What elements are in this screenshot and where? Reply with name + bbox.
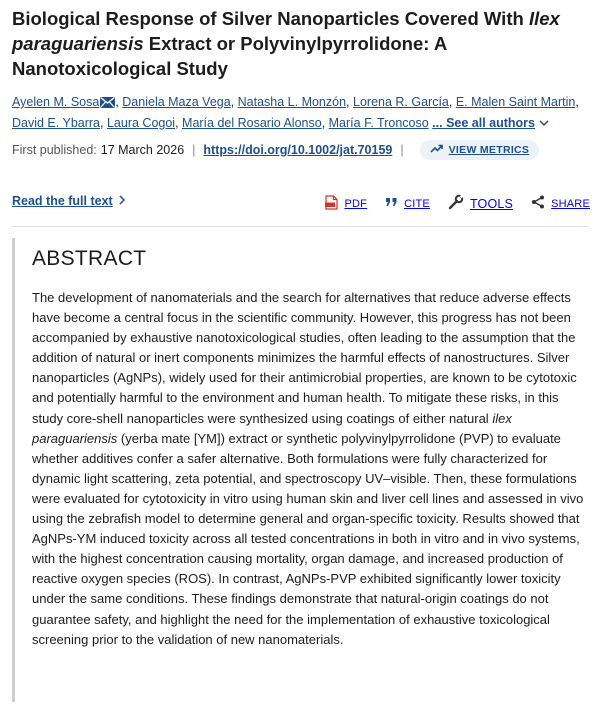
author-link[interactable]: Lorena R. García <box>353 95 449 109</box>
author-link[interactable]: Ayelen M. Sosa <box>12 95 100 109</box>
separator: | <box>192 143 196 157</box>
trend-up-icon <box>430 144 449 156</box>
divider <box>12 226 588 227</box>
abstract-text: The development of nanomaterials and the search for alternatives that reduce adverse effects have become a central focus in the scientific community. However, this progress has not been accompanied by exhaustive nanotoxicological studies, often leading to the assumption that the addition of natural or inert components minimizes the harmful effects of nanostructures. Silver nanoparticles (AgNPs), widely used for their antimicrobial properties, are known to be cytotoxic and potentially harmful to the environment and human health. To mitigate these risks, in this study core-shell nanoparticles were synthesized using coatings of either natural ilex paraguariensis (yerba mate [YM]) extract or synthetic polyvinylpyrrolidone (PVP) to evaluate whether additives confer a safer alternative. Both formulations were fully characterized for dynamic light scattering, zeta potential, and spectroscopy UV–visible. Then, these formulations were evaluated for cytotoxicity in vitro using human skin and liver cell lines and assessed in vivo using the zebrafish model to determine general and organ-specific toxicity. Results showed that AgNPs-YM induced toxicity across all tested concentrations in both in vitro and in vivo systems, with the highest concentration causing mortality, organ damage, and increased production of reactive oxygen species (ROS). In contrast, AgNPs-PVP exhibited significantly lower toxicity under the same conditions. These findings demonstrate that natural-origin coatings do not guarantee safety, and highlight the need for the implementation of exhaustive toxicological screening prior to the validation of new nanomaterials. <box>32 290 584 647</box>
pdf-file-icon <box>325 195 344 213</box>
author-link[interactable]: Daniela Maza Vega <box>122 95 231 109</box>
view-metrics-button[interactable] <box>420 140 540 160</box>
first-published-label: First published: <box>12 143 97 157</box>
author-link[interactable]: E. Malen Saint Martin <box>455 95 576 109</box>
chevron-right-icon <box>113 194 126 208</box>
see-all-authors-label: ... See all authors <box>432 116 535 130</box>
publication-info <box>12 140 539 160</box>
article-toolbar <box>307 194 590 213</box>
wrench-icon <box>448 194 470 213</box>
quote-icon <box>385 197 404 210</box>
view-metrics-label: VIEW METRICS <box>448 144 530 156</box>
author-list: Ayelen M. Sosa , Daniela Maza Vega, Natasha L. Monzón, Lorena R. García, E. Malen Saint Martin, David E. Ybarra, Laura Cogoi, María del Rosario Alonso, María F. Troncoso ... See all authors <box>12 93 582 133</box>
author-link[interactable]: Natasha L. Monzón <box>237 95 347 109</box>
pdf-button[interactable] <box>325 195 367 213</box>
see-all-authors-button[interactable] <box>432 116 549 130</box>
author-link[interactable]: María F. Troncoso <box>328 116 429 130</box>
abstract-section <box>12 238 588 702</box>
share-icon <box>531 195 551 212</box>
doi-link[interactable]: https://doi.org/10.1002/jat.70159 <box>203 143 393 157</box>
publication-date: 17 March 2026 <box>100 143 185 157</box>
author-link[interactable]: María del Rosario Alonso <box>182 116 322 130</box>
chevron-down-icon <box>539 114 549 133</box>
separator: | <box>400 143 404 157</box>
share-label: SHARE <box>551 197 590 210</box>
tools-button[interactable] <box>448 194 513 213</box>
cite-label: CITE <box>404 197 430 210</box>
read-full-text-link[interactable] <box>12 194 126 208</box>
cite-button[interactable] <box>385 197 430 210</box>
abstract-heading: ABSTRACT <box>32 247 147 270</box>
read-full-text-label: Read the full text <box>12 194 113 208</box>
article-title: Biological Response of Silver Nanoparticles Covered With Ilex paraguariensis Extract or Polyvinylpyrrolidone: A Nanotoxicological Study <box>12 8 560 79</box>
tools-label: TOOLS <box>469 196 514 211</box>
pdf-label: PDF <box>344 197 368 210</box>
envelope-icon[interactable] <box>100 95 115 114</box>
author-link[interactable]: David E. Ybarra <box>12 116 101 130</box>
share-button[interactable] <box>531 195 590 212</box>
author-link[interactable]: Laura Cogoi <box>106 116 176 130</box>
